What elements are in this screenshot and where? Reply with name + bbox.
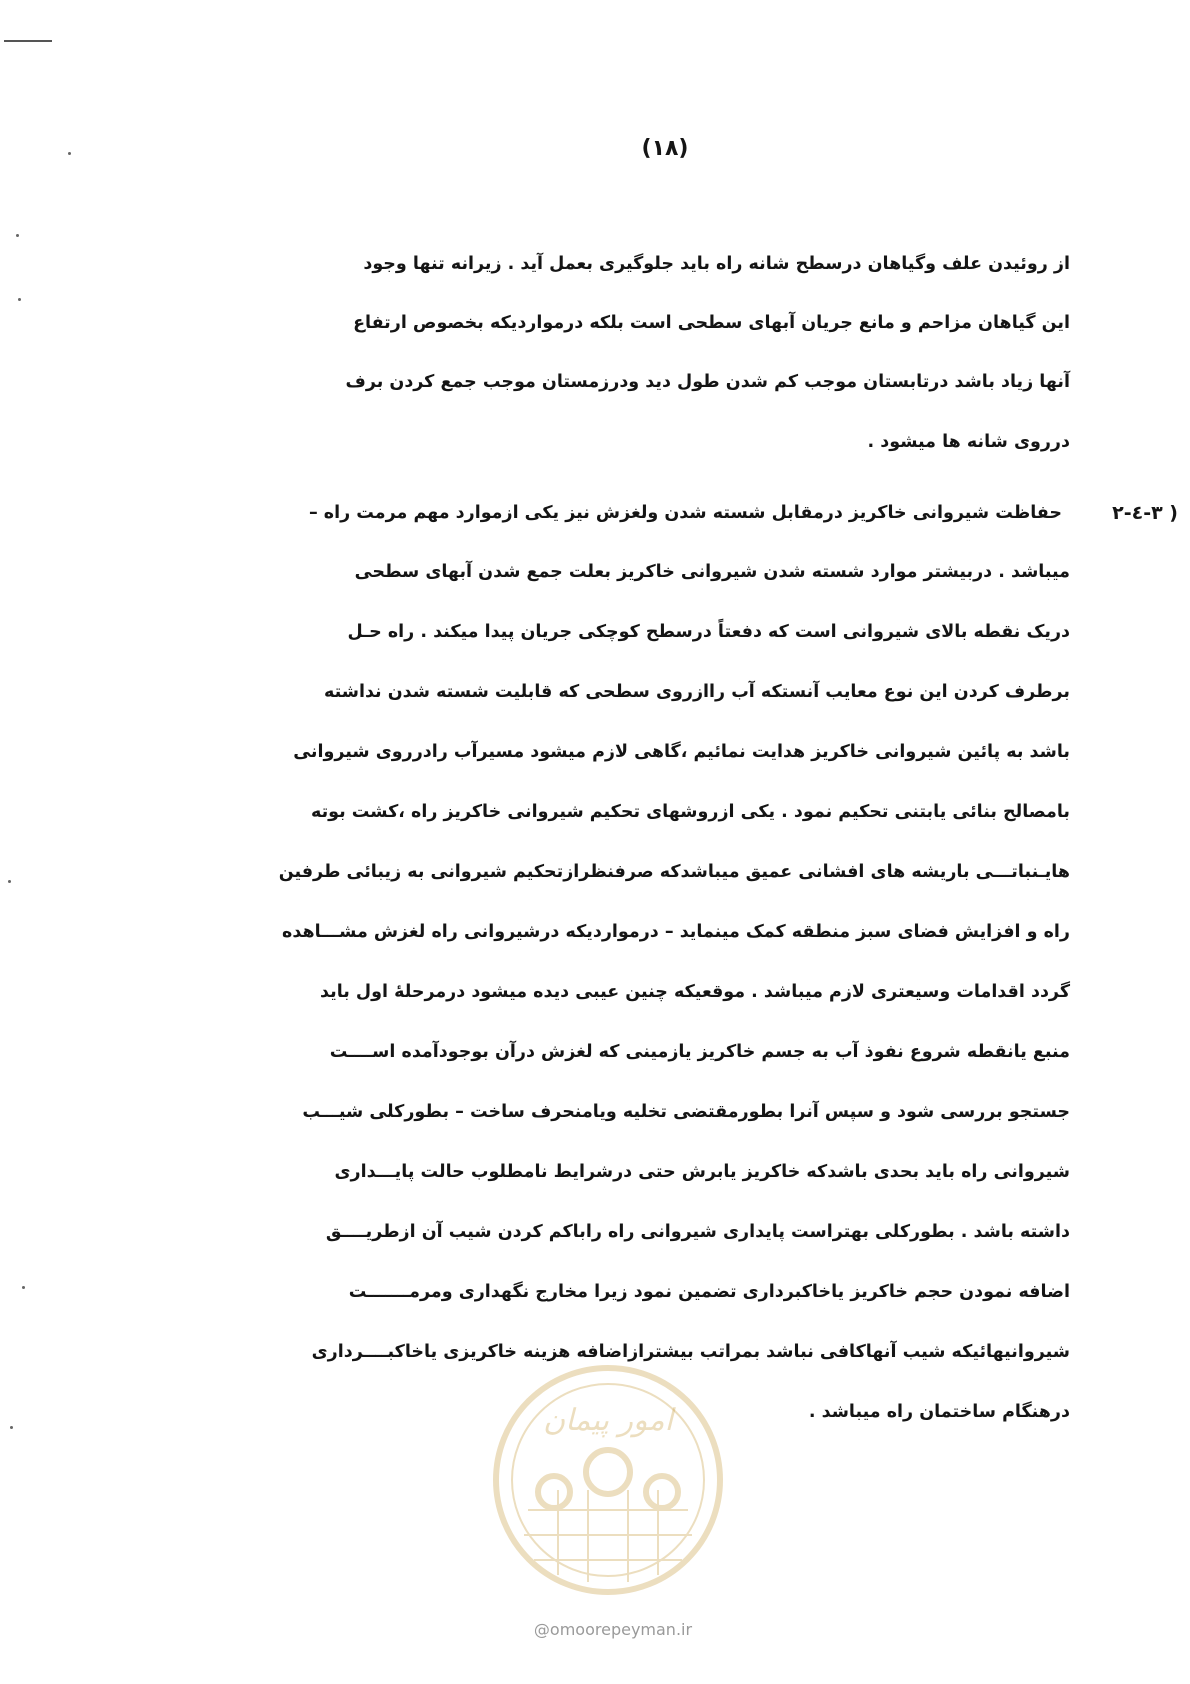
text-line: داشته باشد . بطورکلی بهتراست پايداری شيروانی راه راباکم کردن شيب آن ازطريــــق (325, 1222, 1070, 1242)
text-line: حفاظت شيروانی خاکريز درمقابل شسته شدن ولغزش نيز يکی ازموارد مهم مرمت راه – (308, 503, 1062, 523)
section-number: ٣-٤-٢ ) (1112, 502, 1178, 524)
text-line: جستجو بررسی شود و سپس آنرا بطورمقتضی تخليه ويامنحرف ساخت – بطورکلی شيـــب (302, 1102, 1070, 1122)
scan-speck (22, 1286, 25, 1289)
text-line: ميباشد . دربيشتر موارد شسته شدن شيروانی خاکريز بعلت جمع شدن آبهای سطحی (354, 562, 1070, 582)
text-line: درهنگام ساختمان راه ميباشد . (808, 1402, 1070, 1422)
text-line: شيروانی راه بايد بحدی باشدکه خاکريز يابرش حتی درشرايط نامطلوب حالت پايـــداری (334, 1162, 1070, 1182)
text-line: راه و افزايش فضای سبز منطقه کمک مينمايد – درموارديکه درشيروانی راه لغزش مشـــاهده (282, 922, 1070, 942)
text-line: دريک نقطه بالای شيروانی است که دفعتاً درسطح کوچکی جريان پيدا ميکند . راه حـل (347, 622, 1070, 642)
svg-text:امور پیمان: امور پیمان (543, 1403, 673, 1438)
text-line: اين گياهان مزاحم و مانع جريان آبهای سطحی است بلکه درموارديکه بخصوص ارتفاع (353, 313, 1070, 333)
text-line: از روئيدن علف وگياهان درسطح شانه راه بايد جلوگيری بعمل آيد . زيرانه تنها وجود (363, 254, 1070, 274)
page-number: (١٨) (641, 136, 689, 161)
text-line: منبع يانقطه شروع نفوذ آب به جسم خاکريز يازمينی که لغزش درآن بوجودآمده اســــت (329, 1042, 1070, 1062)
text-line: برطرف کردن اين نوع معايب آنستکه آب راازروی سطحی که قابليت شسته شدن نداشته (323, 682, 1070, 702)
scan-mark (4, 40, 52, 42)
text-line: اضافه نمودن حجم خاکريز ياخاکبرداری تضمين نمود زيرا مخارج نگهداری ومرمـــــــت (348, 1282, 1070, 1302)
text-line: هایـنباتـــی باريشه های افشانی عميق ميباشدکه صرفنظرازتحکيم شيروانی به زيبائی طرفين (278, 862, 1070, 882)
scan-speck (68, 152, 71, 155)
text-line: گردد اقدامات وسيعتری لازم ميباشد . موقعيکه چنين عيبی ديده ميشود درمرحلهٔ اول بايد (320, 982, 1070, 1002)
text-line: شيروانيهائيکه شيب آنهاکافی نباشد بمراتب بيشترازاضافه هزينه خاکريزی ياخاکبــــرداری (311, 1342, 1070, 1362)
watermark-emblem-text (488, 1360, 728, 1600)
scan-speck (10, 1426, 13, 1429)
scan-speck (16, 234, 19, 237)
text-line: درروی شانه ها ميشود . (867, 432, 1070, 452)
scan-speck (8, 880, 11, 883)
watermark-caption: @omoorepeyman.ir (533, 1620, 693, 1639)
text-line: باشد به پائين شيروانی خاکريز هدايت نمائيم ،گاهی لازم ميشود مسيرآب رادرروی شيروانی (293, 742, 1070, 762)
text-line: آنها زياد باشد درتابستان موجب کم شدن طول ديد ودرزمستان موجب جمع کردن برف (345, 372, 1070, 392)
text-line: بامصالح بنائی يابتنی تحکيم نمود . يکی ازروشهای تحکيم شيروانی خاکريز راه ،کشت بوته (310, 802, 1070, 822)
scan-speck (18, 298, 21, 301)
